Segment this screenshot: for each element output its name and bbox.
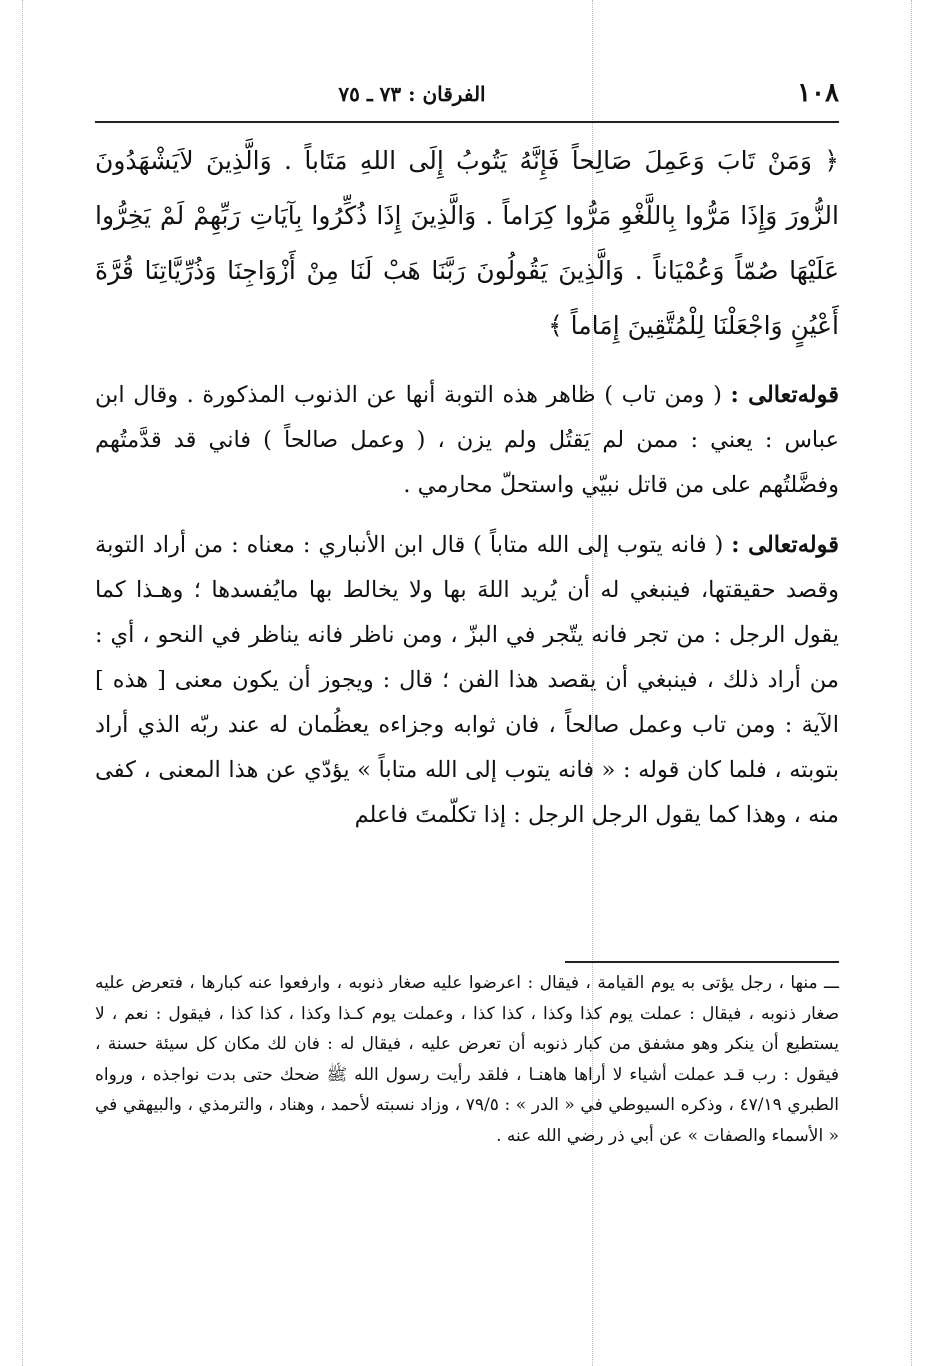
commentary-lead: قوله‌تعالى : xyxy=(731,532,839,558)
footnote-text: ـــ منها ، رجل يؤتى به يوم القيامة ، فيقال : اعرضوا عليه صغار ذنوبه ، وارفعوا عنه كبارها ، فتعرض عليه صغار ذنوبه ، فيقال : عملت يوم كذا وكذا ، كذا كذا ، وعملت يوم كـذا وكذا ، كذا كذا ، فيقول : نعم ، لا يستطيع أن ينكر وهو مشفق من كبار ذنوبه أن تعرض عليه ، فيقال له : فان لك مكان كل سيئة حسنة ، فيقول : رب قـد عملت أشياء لا أراها هاهنـا ، فلقد رأيت رسول الله ﷺ ضحك حتى بدت نواجذه ، ورواه الطبري ٤٧/١٩ ، وذكره السيوطي في « الدر » : ٧٩/٥ ، وزاد نسبته لأحمد ، وهناد ، والترمذي ، والبيهقي في « الأسماء والصفات » عن أبي ذر رضي الله عنه . xyxy=(95,973,839,1146)
commentary-paragraph xyxy=(95,373,839,508)
page-number: ١٠٨ xyxy=(797,78,839,108)
running-head: الفرقان : ٧٣ ـ ٧٥ xyxy=(338,82,486,106)
commentary-lead: قوله‌تعالى : xyxy=(730,382,839,408)
quran-verses: ﴿ وَمَنْ تَابَ وَعَمِلَ صَالِحاً فَإِنَّهُ يَتُوبُ إِلَى اللهِ مَتَاباً . وَالَّذِينَ لاَيَشْهَدُونَ الزُّورَ وَإِذَا مَرُّوا بِاللَّغْوِ مَرُّوا كِرَاماً . وَالَّذِينَ إِذَا ذُكِّرُوا بِآيَاتِ رَبِّهِمْ لَمْ يَخِرُّوا عَلَيْهَا صُمّاً وَعُمْيَاناً . وَالَّذِينَ يَقُولُونَ رَبَّنَا هَبْ لَنَا مِنْ أَزْوَاجِنَا وَذُرِّيَّاتِنَا قُرَّةَ أَعْيُنٍ وَاجْعَلْنَا لِلْمُتَّقِينَ إِمَاماً ﴾ xyxy=(95,146,839,340)
commentary-text: ( ومن تاب ) ظاهر هذه التوبة أنها عن الذنوب المذكورة . وقال ابن عباس : يعني : ممن لم يَقتُل ولم يزن ، ( وعمل صالحاً ) فاني قد قدَّمتُهم وفضَّلتُهم على من قاتل نبيّي واستحلّ محارمي . xyxy=(95,382,839,498)
page-header xyxy=(95,78,839,118)
footnote-rule xyxy=(565,961,839,963)
commentary-paragraph xyxy=(95,523,839,838)
main-text xyxy=(95,133,839,853)
footnote xyxy=(95,968,839,1151)
header-rule xyxy=(95,121,839,123)
scan-guide-line xyxy=(22,0,23,1366)
scan-guide-line xyxy=(911,0,912,1366)
commentary-text: ( فانه يتوب إلى الله متاباً ) قال ابن الأنباري : معناه : من أراد التوبة وقصد حقيقتها، فينبغي له أن يُريد اللهَ بها ولا يخالط بها مايُفسدها ؛ وهـذا كما يقول الرجل : من تجر فانه يتّجر في البزّ ، ومن ناظر فانه يناظر في النحو ، أي : من أراد ذلك ، فينبغي أن يقصد هذا الفن ؛ قال : ويجوز أن يكون معنى [ هذه ] الآية : ومن تاب وعمل صالحاً ، فان ثوابه وجزاءه يعظُمان له عند ربّه الذي أراد بتوبته ، فلما كان قوله : « فانه يتوب إلى الله متاباً » يؤدّي عن هذا المعنى ، كفى منه ، وهذا كما يقول الرجل الرجل : إذا تكلّمتَ فاعلم xyxy=(95,532,839,828)
